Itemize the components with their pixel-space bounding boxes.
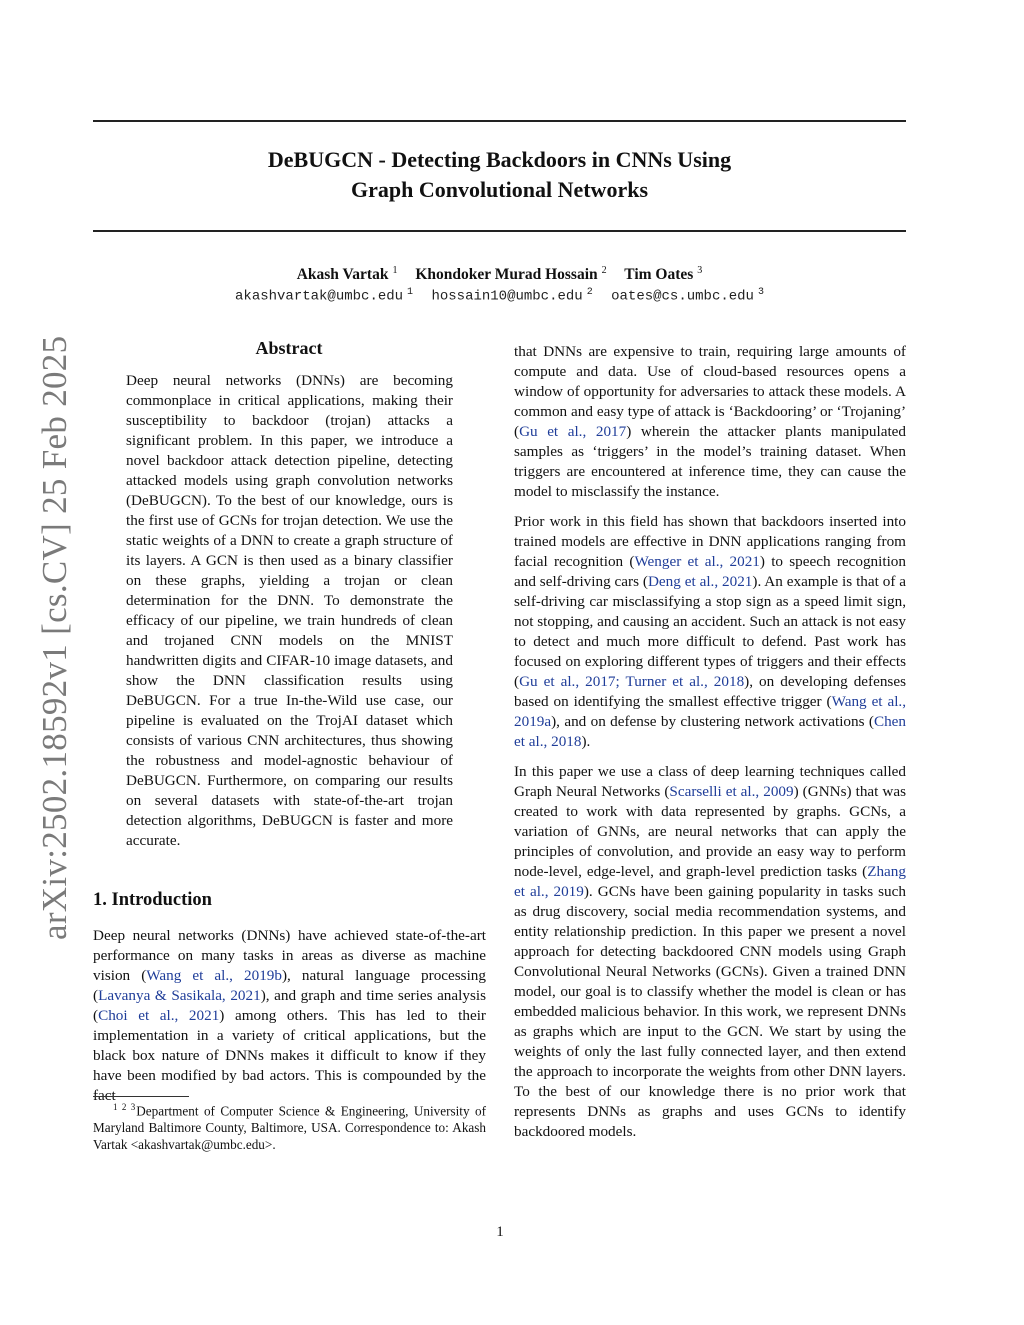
citation-link[interactable]: Gu et al., 2017; Turner et al., 2018: [519, 673, 745, 690]
right-column: [514, 342, 906, 1152]
author-email[interactable]: hossain10@umbc.edu: [431, 288, 583, 305]
footnote-text: Department of Computer Science & Engineering, University of Maryland Baltimore County, Baltimore, USA. Correspondence to: Akash Vartak <akashvartak@umbc.edu>.: [93, 1103, 486, 1153]
text-run: In this paper we use a class of deep learning techniques called Graph Neural Networks (: [514, 763, 906, 800]
introduction-heading: 1. Introduction: [93, 890, 212, 910]
email-affiliation: 3: [757, 287, 764, 298]
text-run: ) wherein the attacker plants manipulated samples as ‘triggers’ in the model’s training dataset. When triggers are encountered at inference time, they can cause the model to misclassify the instance.: [514, 423, 907, 500]
email-affiliation: 2: [586, 287, 593, 298]
text-run: ) among others. This has led to their implementation in a variety of critical applications, but the black box nature of DNNs makes it difficult to know if they have been modified by bad actors. This is compounded by the fact: [93, 1007, 486, 1104]
author-name: Tim Oates: [624, 266, 694, 284]
footnote: [93, 1099, 486, 1153]
author-emails: [93, 287, 906, 305]
title-rule-bottom: [93, 230, 906, 232]
text-run: ), on developing defenses based on identifying the smallest effective trigger (: [514, 673, 906, 710]
title-line-2: Graph Convolutional Networks: [350, 177, 649, 202]
body-paragraph: [514, 512, 906, 752]
author-affiliation: 3: [697, 265, 703, 276]
title-rule-top: [93, 120, 906, 122]
text-run: ), natural language processing (: [93, 967, 486, 1004]
citation-link[interactable]: Zhang et al., 2019: [514, 863, 906, 900]
author-email[interactable]: akashvartak@umbc.edu: [235, 288, 404, 305]
citation-link[interactable]: Wang et al., 2019b: [146, 967, 282, 984]
author-name: Khondoker Murad Hossain: [415, 266, 598, 284]
author-email[interactable]: oates@cs.umbc.edu: [611, 288, 754, 305]
abstract-heading: Abstract: [255, 338, 323, 358]
text-run: ).: [581, 733, 591, 750]
text-run: that DNNs are expensive to train, requiring large amounts of compute and data. Use of cloud-based resources opens a window of opportunity for adversaries to attack these models. A common and easy type of attack is ‘Backdooring’ or ‘Trojaning’ (: [514, 343, 906, 440]
author-name: Akash Vartak: [296, 266, 389, 284]
text-run: Deep neural networks (DNNs) have achieved state-of-the-art performance on many tasks in areas as diverse as machine vision (: [93, 927, 486, 984]
citation-link[interactable]: Scarselli et al., 2009: [669, 783, 794, 800]
body-paragraph: [514, 342, 906, 502]
paper-title: [93, 145, 906, 205]
citation-link[interactable]: Choi et al., 2021: [98, 1007, 220, 1024]
citation-link[interactable]: Lavanya & Sasikala, 2021: [98, 987, 261, 1004]
email-affiliation: 1: [407, 287, 414, 298]
title-line-1: DeBUGCN - Detecting Backdoors in CNNs Using: [267, 147, 732, 172]
text-run: ). GCNs have been gaining popularity in tasks such as drug discovery, social media recommendation systems, and entity relationship prediction. In this paper we present a novel approach for detecting backdoored CNN models using Graph Convolutional Neural Networks (GCNs). Given a trained DNN model, our goal is to classify whether the model is clean or has embedded malicious behavior. In this work, we represent DNNs as graphs which are input to the GCN. We start by using the weights of only the last fully connected layer, and then extend the approach to incorporate the weights from other DNN layers. To the best of our knowledge there is no prior work that represents DNNs as graphs and uses GCNs to identify backdoored models.: [514, 883, 906, 1140]
citation-link[interactable]: Deng et al., 2021: [647, 573, 753, 590]
citation-link[interactable]: Wenger et al., 2021: [634, 553, 760, 570]
introduction-paragraph: [93, 926, 486, 1106]
page-number: 1: [496, 1224, 504, 1240]
citation-link[interactable]: Chen et al., 2018: [514, 713, 906, 750]
author-list: [93, 265, 906, 284]
arxiv-stamp: arXiv:2502.18592v1 [cs.CV] 25 Feb 2025: [35, 335, 74, 940]
text-run: ) (GNNs) that was created to work with data represented by graphs. GCNs, a variation of GNNs, are neural networks that can apply the principles of convolution, and provide an easy way to perform node-level, edge-level, and graph-level prediction tasks (: [514, 783, 906, 880]
author-affiliation: 2: [601, 265, 607, 276]
text-run: ), and on defense by clustering network activations (: [551, 713, 874, 730]
footnote-rule: [93, 1096, 189, 1097]
citation-link[interactable]: Gu et al., 2017: [519, 423, 627, 440]
abstract-body: Deep neural networks (DNNs) are becoming commonplace in critical applications, making their susceptibility to backdoor (trojan) attacks a significant problem. In this paper, we introduce a novel backdoor attack detection pipeline, detecting attacked models using graph convolution networks (DeBUGCN). To the best of our knowledge, ours is the first use of GCNs for trojan detection. We use the static weights of a DNN to create a graph structure of its layers. A GCN is then used as a binary classifier on these graphs, yielding a trojan or clean determination for the DNN. To demonstrate the efficacy of our pipeline, we train hundreds of clean and trojaned CNN models on the MNIST handwritten digits and CIFAR-10 image datasets, and show the DNN classification results using DeBUGCN. For a true In-the-Wild use case, our pipeline is evaluated on the TrojAI dataset which consists of various CNN architectures, thus showing the robustness and model-agnostic behaviour of DeBUGCN. Furthermore, on comparing our results on several datasets with state-of-the-art trojan detection algorithms, DeBUGCN is faster and more accurate.: [126, 372, 453, 849]
text-run: ) to speech recognition and self-driving cars (: [514, 553, 906, 590]
body-paragraph: [514, 762, 906, 1142]
citation-link[interactable]: Wang et al., 2019a: [514, 693, 907, 730]
author-affiliation: 1: [392, 265, 398, 276]
text-run: ). An example is that of a self-driving car misclassifying a stop sign as a speed limit sign, not stopping, and causing an accident. Such an attack is not easy to detect and much more difficult to defend. Past work has focused on exploring different types of triggers and their effects (: [514, 573, 906, 690]
text-run: ), and graph and time series analysis (: [93, 987, 486, 1024]
footnote-marks: 1 2 3: [113, 1102, 136, 1112]
text-run: Prior work in this field has shown that backdoors inserted into trained models are effective in DNN applications ranging from facial recognition (: [514, 513, 906, 570]
